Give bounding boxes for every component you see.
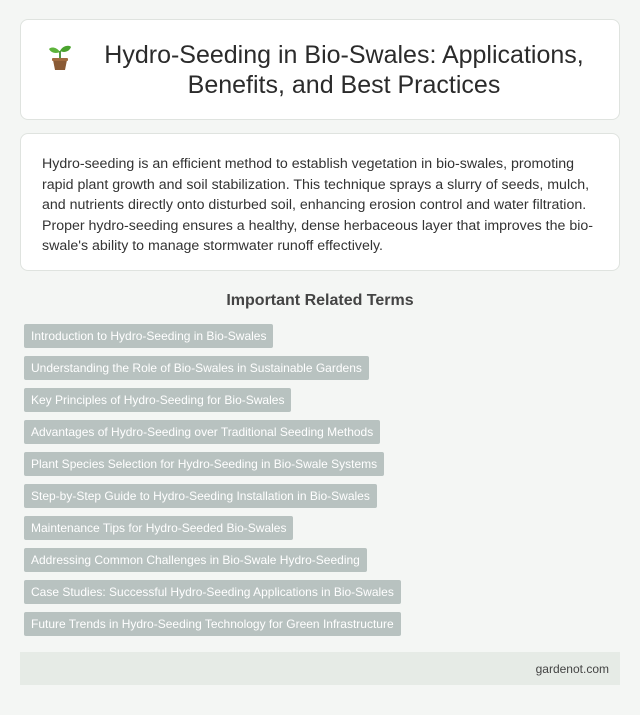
intro-card xyxy=(20,133,620,271)
related-term-link[interactable]: Addressing Common Challenges in Bio-Swale Hydro-Seeding xyxy=(24,548,367,572)
footer-site-name: gardenot.com xyxy=(535,661,609,676)
footer-bar xyxy=(20,652,620,685)
related-term-link[interactable]: Step-by-Step Guide to Hydro-Seeding Installation in Bio-Swales xyxy=(24,484,377,508)
title-card xyxy=(20,19,620,120)
related-terms-list xyxy=(24,324,620,644)
related-term-link[interactable]: Introduction to Hydro-Seeding in Bio-Swales xyxy=(24,324,273,348)
related-term-link[interactable]: Understanding the Role of Bio-Swales in Sustainable Gardens xyxy=(24,356,369,380)
related-term-link[interactable]: Case Studies: Successful Hydro-Seeding Applications in Bio-Swales xyxy=(24,580,401,604)
seedling-icon xyxy=(45,42,75,72)
related-term-link[interactable]: Key Principles of Hydro-Seeding for Bio-Swales xyxy=(24,388,291,412)
related-term-link[interactable]: Future Trends in Hydro-Seeding Technology for Green Infrastructure xyxy=(24,612,401,636)
related-terms-heading: Important Related Terms xyxy=(226,292,414,309)
intro-paragraph: Hydro-seeding is an efficient method to establish vegetation in bio-swales, promoting rapid plant growth and soil stabilization. This technique sprays a slurry of seeds, mulch, and nutrients directly onto disturbed soil, enhancing erosion control and water filtration. Proper hydro-seeding ensures a healthy, dense herbaceous layer that improves the bio-swale's ability to manage stormwater runoff effectively. xyxy=(42,156,594,254)
related-term-link[interactable]: Plant Species Selection for Hydro-Seeding in Bio-Swale Systems xyxy=(24,452,384,476)
related-term-link[interactable]: Maintenance Tips for Hydro-Seeded Bio-Swales xyxy=(24,516,293,540)
page-title: Hydro-Seeding in Bio-Swales: Applications, Benefits, and Best Practices xyxy=(104,40,584,99)
related-term-link[interactable]: Advantages of Hydro-Seeding over Traditional Seeding Methods xyxy=(24,420,380,444)
